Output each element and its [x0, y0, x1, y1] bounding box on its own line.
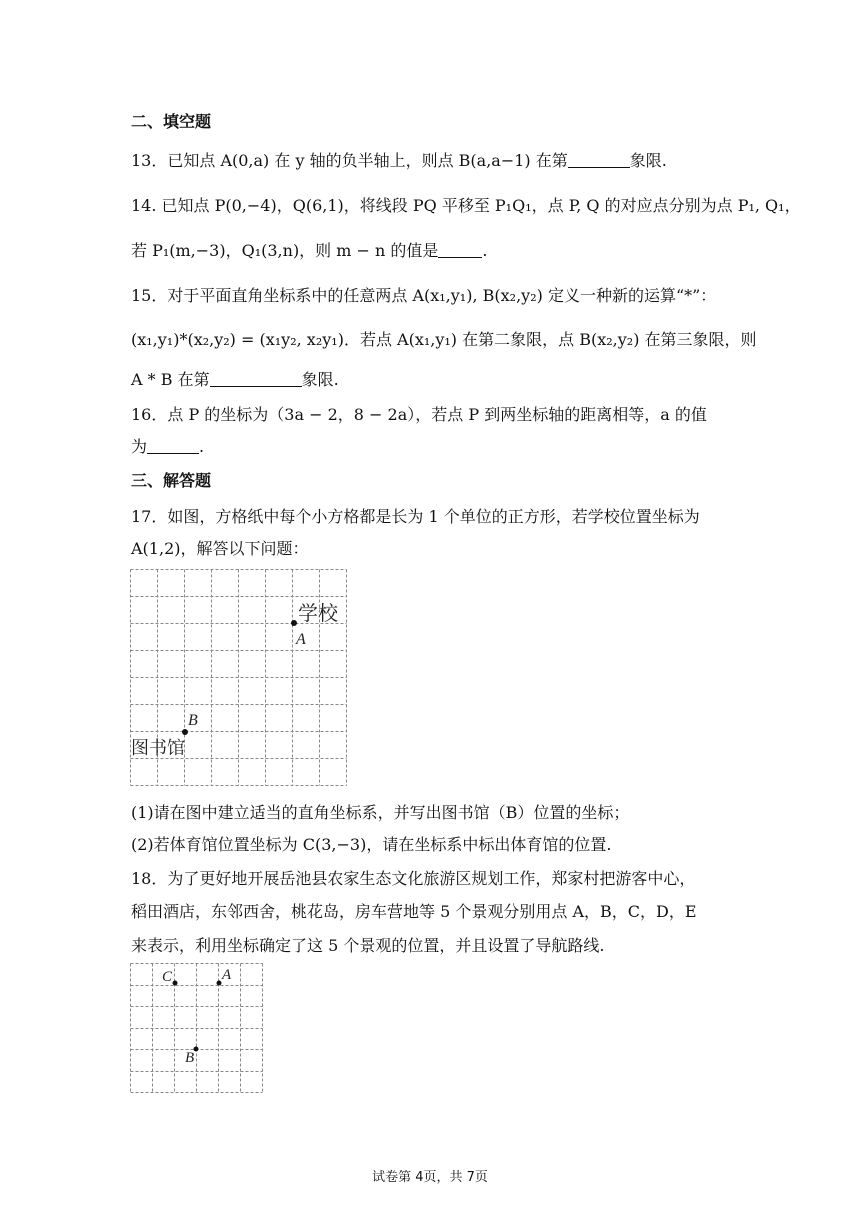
question-14-text: 若 P₁(m,−3)，Q₁(3,n)，则 m − n 的值是: [131, 241, 439, 260]
answer-blank-15[interactable]: [210, 370, 302, 387]
question-17-line1: 17．如图，方格纸中每个小方格都是长为 1 个单位的正方形，若学校位置坐标为: [131, 507, 700, 526]
question-18-line1: 18．为了更好地开展岳池县农家生态文化旅游区规划工作，郑家村把游客中心，: [131, 869, 696, 888]
question-14-line2: [131, 241, 488, 261]
question-14-line1: 14. 已知点 P(0,−4)，Q(6,1)，将线段 PQ 平移至 P₁Q₁，点 P, Q 的对应点分别为点 P₁, Q₁，: [131, 196, 801, 215]
answer-blank-16[interactable]: [147, 437, 199, 454]
question-15-text: A * B 在第: [131, 370, 210, 389]
grid-figure-17: [128, 567, 354, 789]
question-16-tail: .: [199, 437, 205, 456]
library-label: 图书馆: [131, 738, 185, 758]
section-heading-solve: 三、解答题: [131, 471, 212, 490]
question-13-text: 13．已知点 A(0,a) 在 y 轴的负半轴上，则点 B(a,a−1) 在第: [131, 151, 568, 170]
question-15-tail: 象限.: [301, 370, 339, 389]
point-a-dot: [291, 620, 297, 626]
point-a-dot-18: [217, 981, 222, 986]
page-footer: 试卷第 4页，共 7页: [372, 1170, 488, 1185]
question-17-part2: (2)若体育馆位置坐标为 C(3,−3)，请在坐标系中标出体育馆的位置.: [131, 835, 612, 854]
point-a-label: A: [296, 631, 306, 648]
question-16-text: 为: [131, 437, 148, 456]
question-15-line2: (x₁,y₁)*(x₂,y₂) = (x₁y₂, x₂y₁)．若点 A(x₁,y₁) 在第二象限，点 B(x₂,y₂) 在第三象限，则: [131, 330, 757, 349]
question-13: [131, 151, 667, 171]
question-14-tail: .: [482, 241, 488, 260]
grid-figure-18: [128, 961, 266, 1097]
question-15-line3: [131, 370, 339, 390]
question-18-line3: 来表示，利用坐标确定了这 5 个景观的位置，并且设置了导航路线.: [131, 936, 605, 955]
school-label: 学校: [298, 603, 338, 625]
question-15-line1: 15．对于平面直角坐标系中的任意两点 A(x₁,y₁), B(x₂,y₂) 定义一种新的运算“*”：: [131, 286, 717, 305]
point-b-dot: [182, 729, 188, 735]
question-17-line2: A(1,2)，解答以下问题：: [131, 539, 309, 558]
point-b-label: B: [188, 712, 198, 729]
answer-blank-14[interactable]: [438, 241, 482, 258]
point-c-dot: [173, 981, 178, 986]
question-16-line2: [131, 437, 204, 457]
point-a-label-18: A: [222, 967, 232, 983]
question-17-part1: (1)请在图中建立适当的直角坐标系，并写出图书馆（B）位置的坐标；: [131, 803, 630, 822]
point-b-label-18: B: [185, 1050, 195, 1066]
point-c-label: C: [162, 969, 173, 985]
question-16-line1: 16．点 P 的坐标为（3a − 2，8 − 2a），若点 P 到两坐标轴的距离相等，a 的值: [131, 405, 707, 424]
section-heading-fill-blank: 二、填空题: [131, 112, 212, 131]
question-13-tail: 象限.: [629, 151, 667, 170]
point-b-dot-18: [194, 1047, 199, 1052]
answer-blank-13[interactable]: [568, 151, 630, 168]
question-18-line2: 稻田酒店，东邻西舍，桃花岛，房车营地等 5 个景观分别用点 A，B，C，D，E: [131, 902, 697, 921]
